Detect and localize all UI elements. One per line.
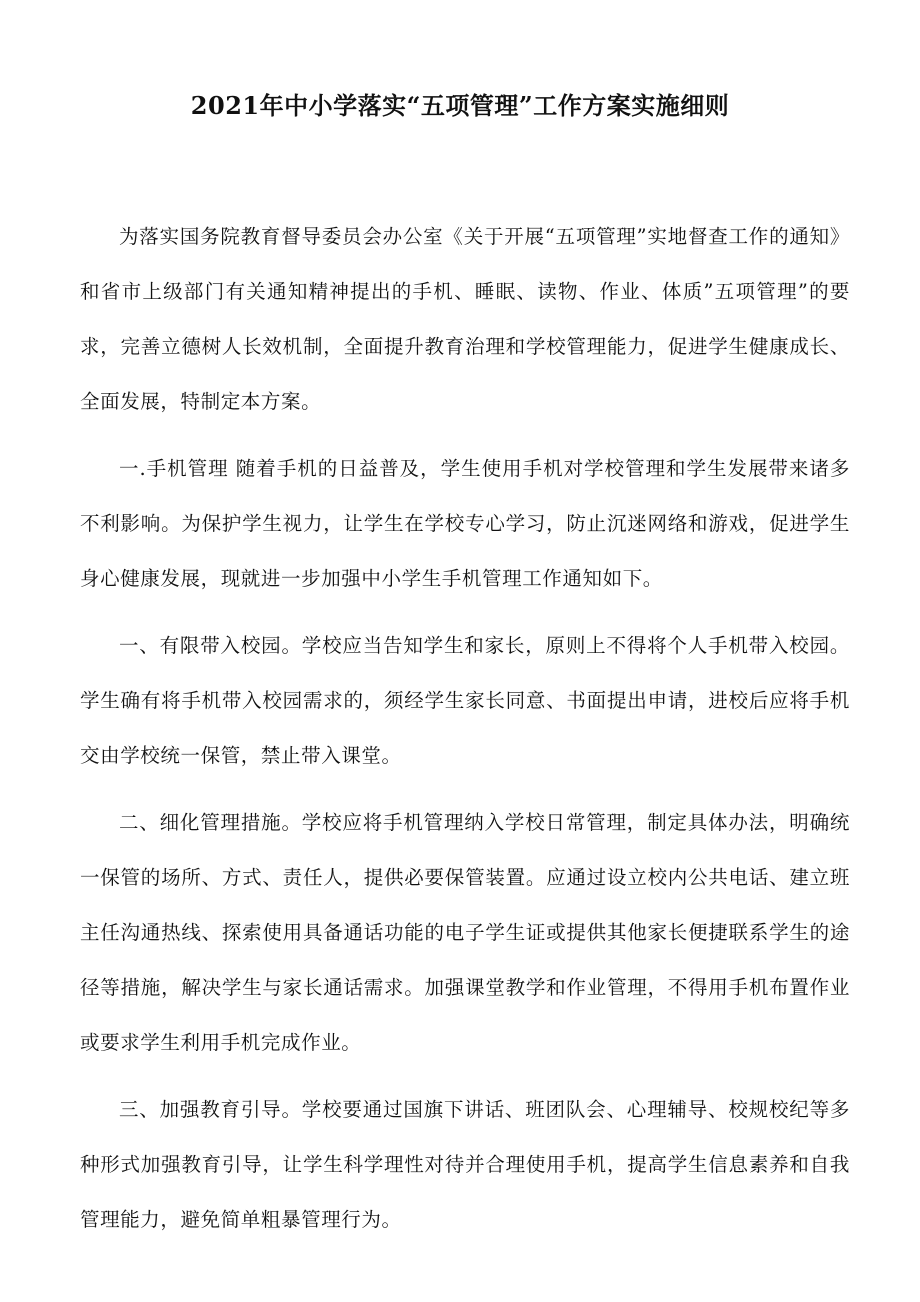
limited-entry-paragraph: 一、有限带入校园。学校应当告知学生和家长，原则上不得将个人手机带入校园。学生确有将手机带入校园需求的，须经学生家长同意、书面提出申请，进校后应将手机交由学校统一保管，禁止带入课堂。 [80,634,850,767]
intro-paragraph: 为落实国务院教育督导委员会办公室《关于开展“五项管理”实地督查工作的通知》和省市上级部门有关通知精神提出的手机、睡眠、读物、作业、体质”五项管理”的要求，完善立德树人长效机制，全面提升教育治理和学校管理能力，促进学生健康成长、全面发展，特制定本方案。 [80,225,850,413]
education-guidance-paragraph: 三、加强教育引导。学校要通过国旗下讲话、班团队会、心理辅导、校规校纪等多种形式加强教育引导，让学生科学理性对待并合理使用手机，提高学生信息素养和自我管理能力，避免简单粗暴管理行为。 [80,1098,850,1231]
document-body [80,209,850,1259]
phone-management-paragraph: 一.手机管理 随着手机的日益普及，学生使用手机对学校管理和学生发展带来诸多不利影响。为保护学生视力，让学生在学校专心学习，防止沉迷网络和游戏，促进学生身心健康发展，现就进一步加强中小学生手机管理工作通知如下。 [80,457,850,590]
management-measures-paragraph: 二、细化管理措施。学校应将手机管理纳入学校日常管理，制定具体办法，明确统一保管的场所、方式、责任人，提供必要保管装置。应通过设立校内公共电话、建立班主任沟通热线、探索使用具备通话功能的电子学生证或提供其他家长便捷联系学生的途径等措施，解决学生与家长通话需求。加强课堂教学和作业管理，不得用手机布置作业或要求学生利用手机完成作业。 [80,811,850,1054]
document-title: 2021年中小学落实“五项管理”工作方案实施细则 [190,91,730,120]
